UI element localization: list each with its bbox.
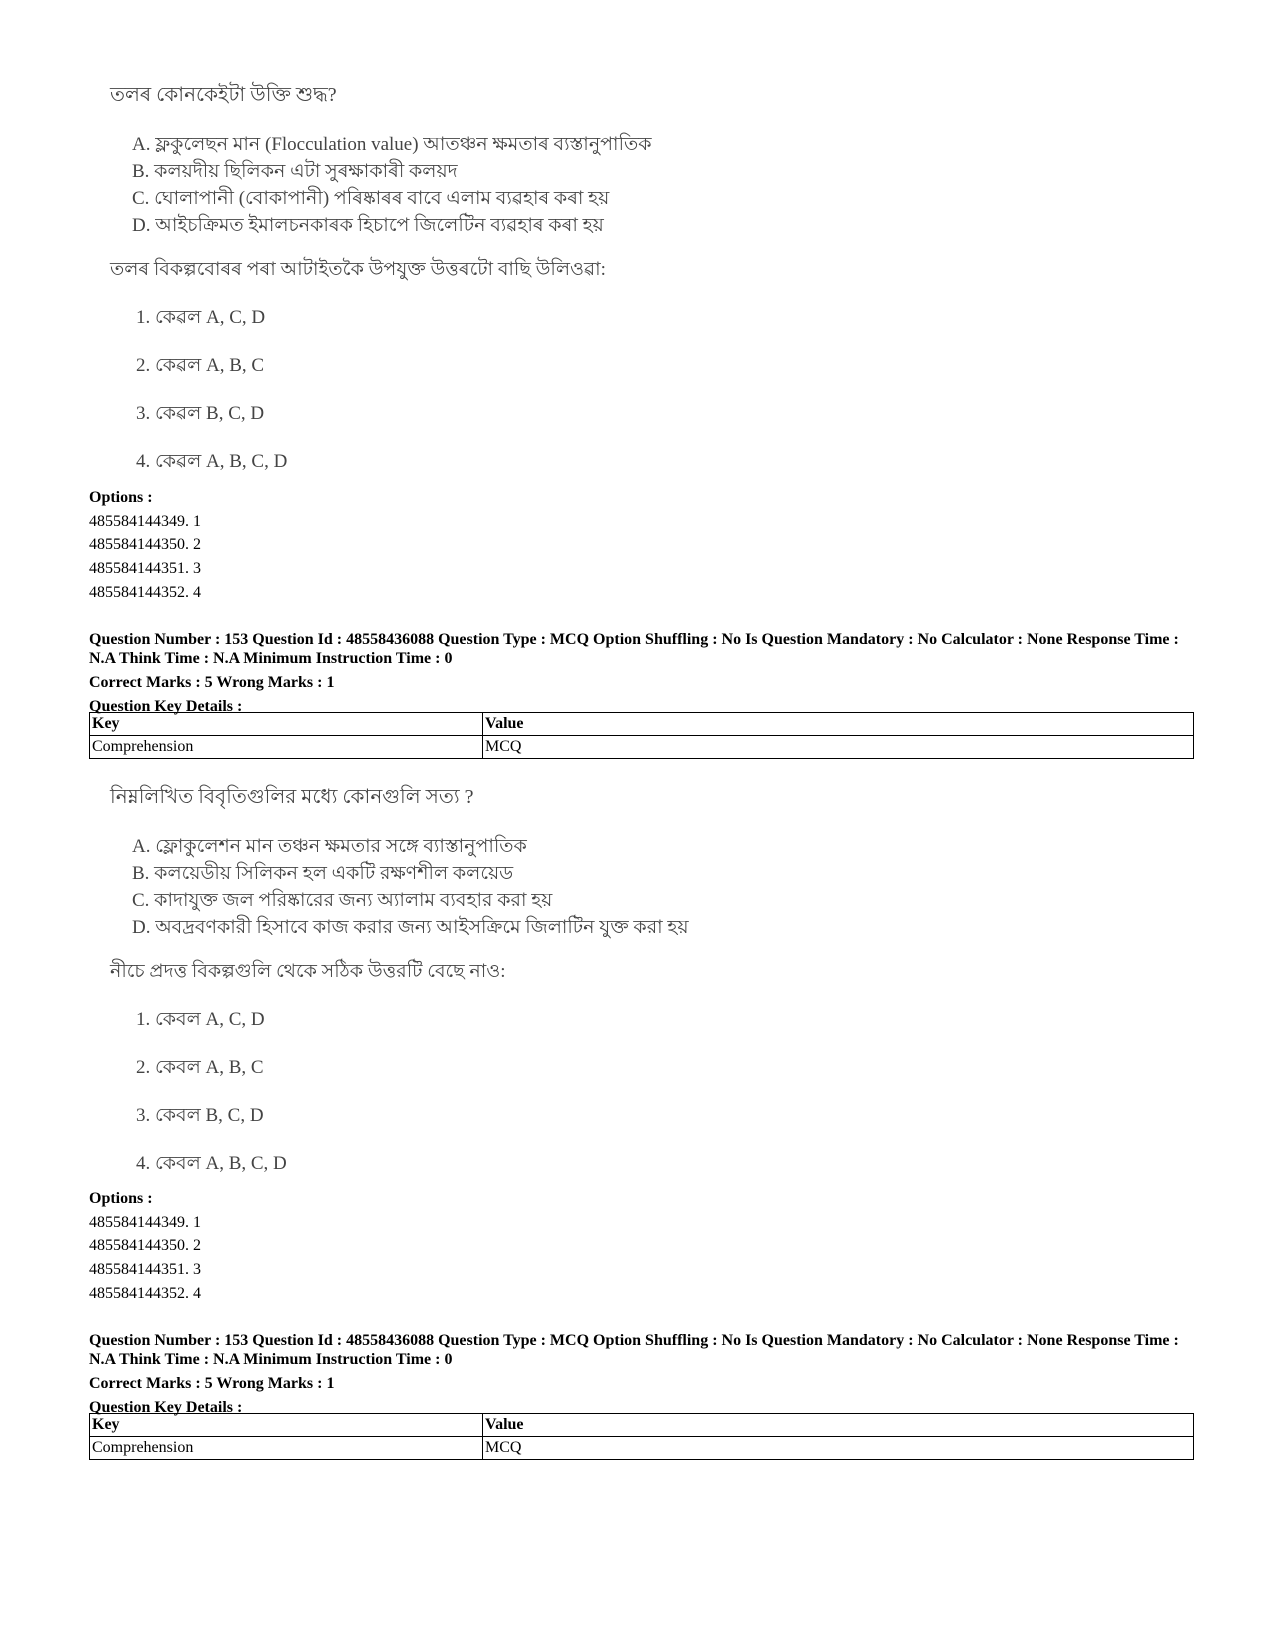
key-details-label: Question Key Details :	[89, 1399, 243, 1416]
choice-1: 1. কেবল A, C, D	[136, 1009, 265, 1030]
statement-c: C. ঘোলাপানী (বোকাপানী) পৰিষ্কাৰৰ বাবে এলাম ব্যৱহাৰ কৰা হয়	[132, 188, 610, 209]
question-header: Question Number : 153 Question Id : 48558436088 Question Type : MCQ Option Shuffling : No Is Question Mandatory : No Calculator : None Response Time : N.A Think Time : N.A Minimum Instruction Time : 0	[89, 631, 1179, 667]
table-row	[90, 736, 1194, 759]
key-details-table	[89, 712, 1194, 759]
option-item: 485584144349. 1	[89, 1213, 201, 1231]
statement-a: A. ফ্লোকুলেশন মান তঞ্চন ক্ষমতার সঙ্গে ব্যাস্তানুপাতিক	[132, 836, 527, 857]
options-list	[89, 486, 201, 605]
options-list	[89, 1187, 201, 1306]
question-stem: তলৰ কোনকেইটা উক্তি শুদ্ধ?	[110, 84, 337, 106]
options-label: Options :	[89, 1190, 153, 1207]
marks-line: Correct Marks : 5 Wrong Marks : 1	[89, 674, 335, 691]
choice-3: 3. কেৱল B, C, D	[136, 403, 265, 424]
table-cell-key: Comprehension	[90, 736, 483, 759]
question-image-assamese	[100, 80, 820, 499]
option-item: 485584144350. 2	[89, 536, 201, 554]
choice-4: 4. কেবল A, B, C, D	[136, 1153, 287, 1174]
choice-1: 1. কেৱল A, C, D	[136, 307, 266, 328]
table-header-key: Key	[90, 713, 483, 736]
option-item: 485584144350. 2	[89, 1237, 201, 1255]
marks-line: Correct Marks : 5 Wrong Marks : 1	[89, 1375, 335, 1392]
table-header-key: Key	[90, 1414, 483, 1437]
table-header-row	[90, 1414, 1194, 1437]
option-item: 485584144351. 3	[89, 1261, 201, 1279]
choice-4: 4. কেৱল A, B, C, D	[136, 451, 288, 472]
statement-c: C. কাদাযুক্ত জল পরিষ্কারের জন্য অ্যালাম ব্যবহার করা হয়	[132, 890, 553, 911]
question-instruction: নীচে প্রদত্ত বিকল্পগুলি থেকে সঠিক উত্তরটি বেছে নাও:	[110, 961, 506, 982]
table-header-value: Value	[483, 1414, 1194, 1437]
question-header: Question Number : 153 Question Id : 48558436088 Question Type : MCQ Option Shuffling : No Is Question Mandatory : No Calculator : None Response Time : N.A Think Time : N.A Minimum Instruction Time : 0	[89, 1332, 1179, 1368]
choice-3: 3. কেবল B, C, D	[136, 1105, 264, 1126]
table-cell-value: MCQ	[483, 736, 1194, 759]
option-item: 485584144352. 4	[89, 1284, 201, 1302]
question-image-bengali	[100, 782, 820, 1201]
table-cell-key: Comprehension	[90, 1437, 483, 1460]
statement-b: B. কলয়দীয় ছিলিকন এটা সুৰক্ষাকাৰী কলয়দ	[132, 161, 458, 182]
table-header-value: Value	[483, 713, 1194, 736]
statement-d: D. অবদ্রবণকারী হিসাবে কাজ করার জন্য আইসক্রিমে জিলাটিন যুক্ত করা হয়	[132, 917, 689, 938]
choice-2: 2. কেৱল A, B, C	[136, 355, 265, 376]
question-instruction: তলৰ বিকল্পবোৰৰ পৰা আটাইতকৈ উপযুক্ত উত্তৰটো বাছি উলিওৱা:	[110, 259, 606, 280]
table-cell-value: MCQ	[483, 1437, 1194, 1460]
options-label: Options :	[89, 489, 153, 506]
key-details-table	[89, 1413, 1194, 1460]
choice-2: 2. কেবল A, B, C	[136, 1057, 264, 1078]
option-item: 485584144349. 1	[89, 512, 201, 530]
question-metadata	[89, 1331, 1199, 1417]
key-details-label: Question Key Details :	[89, 698, 243, 715]
statement-d: D. আইচক্ৰিমত ইমালচনকাৰক হিচাপে জিলেটিন ব্যৱহাৰ কৰা হয়	[132, 215, 604, 236]
table-header-row	[90, 713, 1194, 736]
question-metadata	[89, 630, 1199, 716]
option-item: 485584144351. 3	[89, 560, 201, 578]
statement-a: A. ফ্লকুলেছন মান (Flocculation value) আতঞ্চন ক্ষমতাৰ ব্যস্তানুপাতিক	[132, 134, 652, 155]
question-stem: নিম্নলিখিত বিবৃতিগুলির মধ্যে কোনগুলি সত্য ?	[110, 786, 474, 808]
table-row	[90, 1437, 1194, 1460]
option-item: 485584144352. 4	[89, 583, 201, 601]
statement-b: B. কলয়েডীয় সিলিকন হল একটি রক্ষণশীল কলয়েড	[132, 863, 514, 884]
